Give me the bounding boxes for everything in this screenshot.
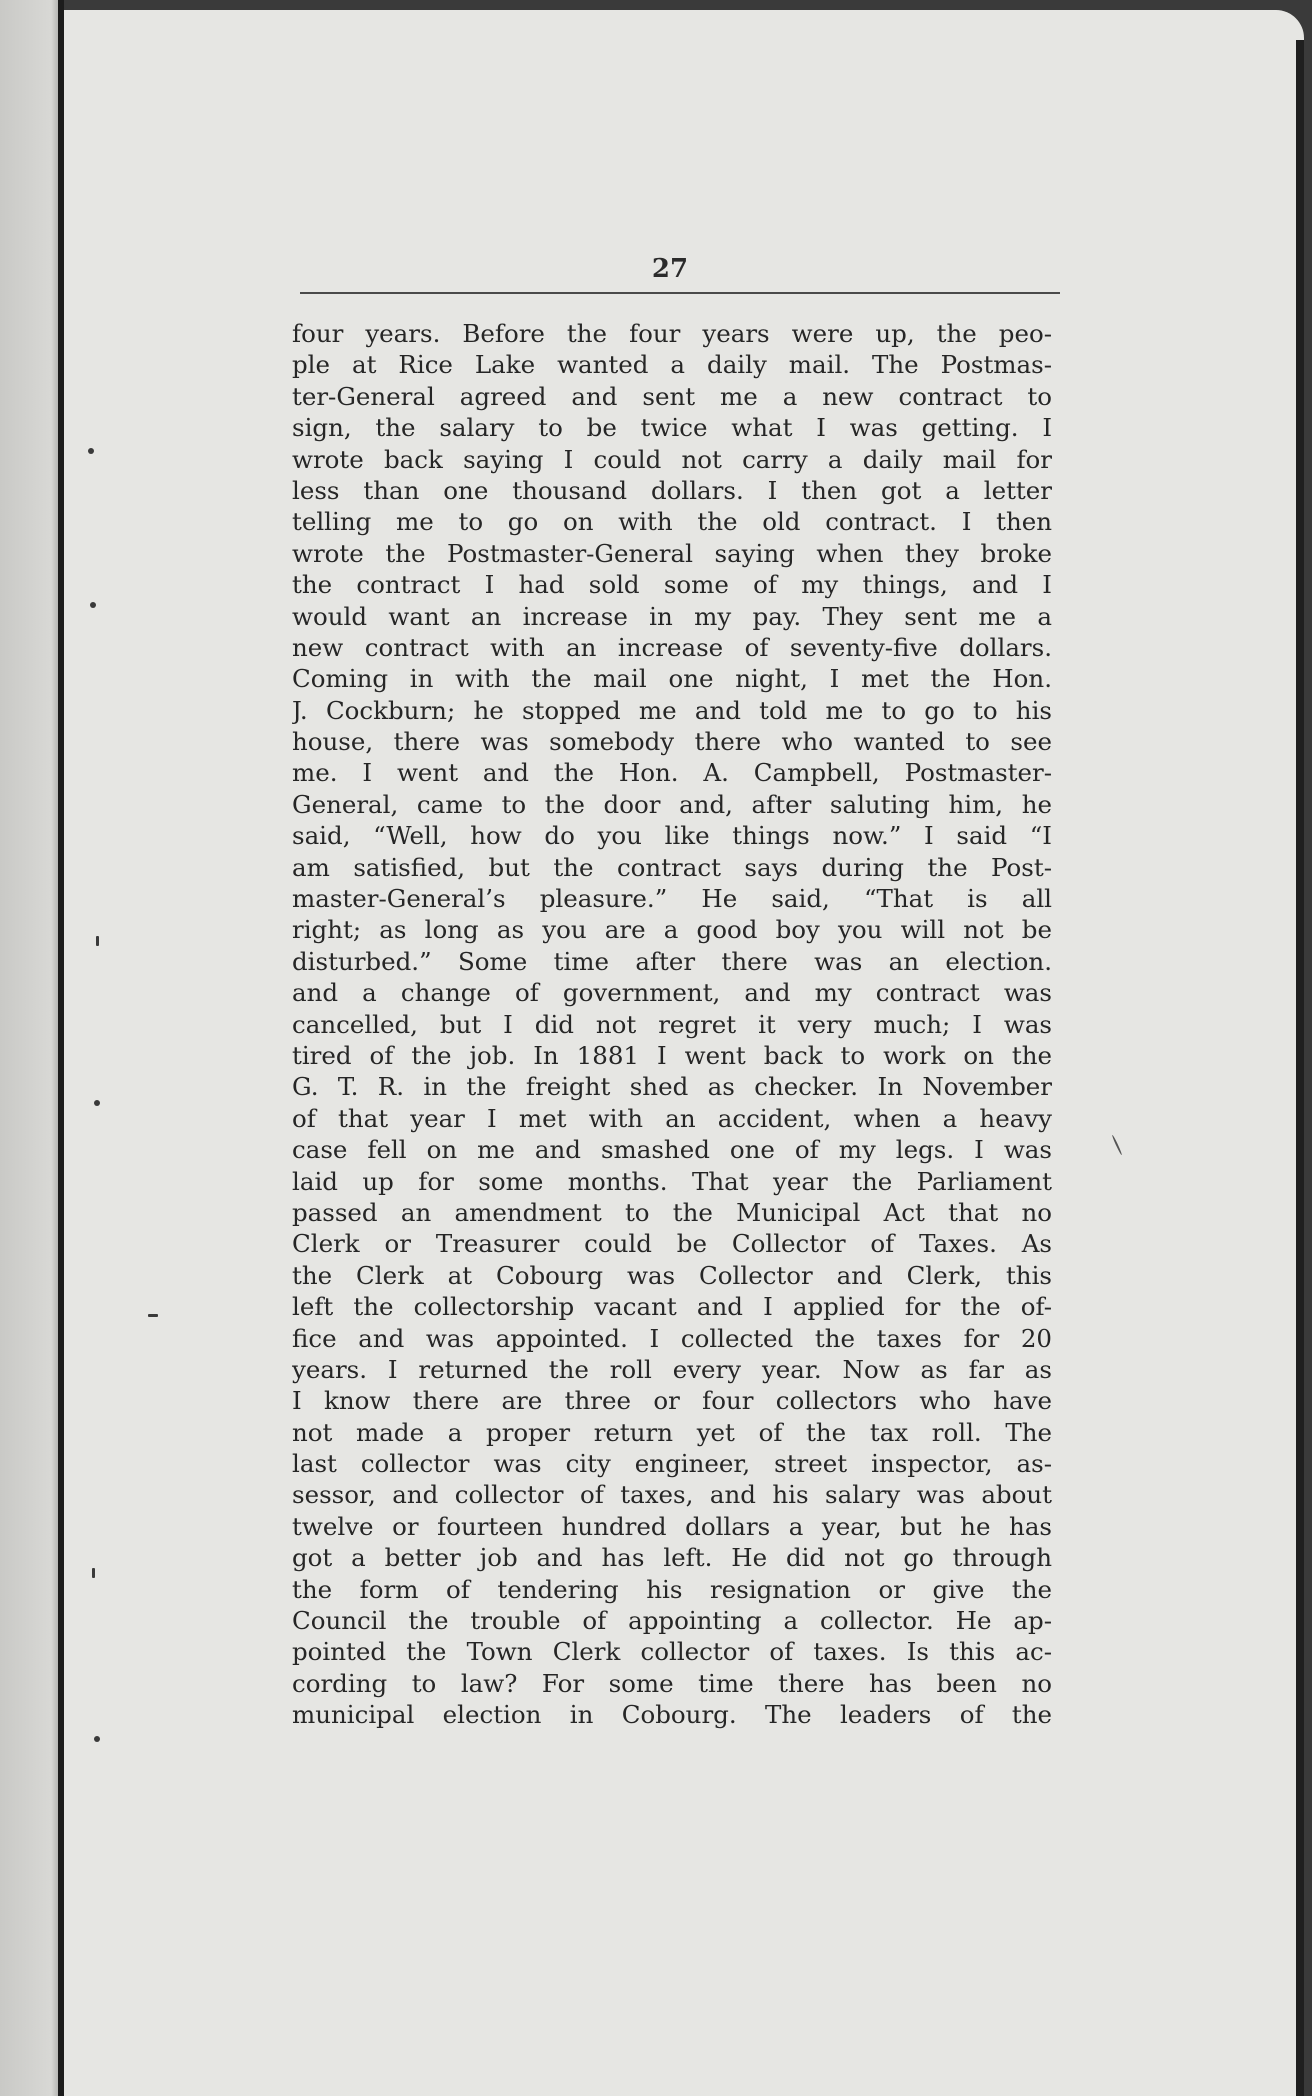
text-line: telling me to go on with the old contract. I then xyxy=(292,507,1052,537)
margin-speck xyxy=(94,1736,100,1742)
margin-speck xyxy=(90,602,96,608)
text-line: sessor, and collector of taxes, and his salary was about xyxy=(292,1480,1052,1510)
text-line: Coming in with the mail one night, I met the Hon. xyxy=(292,664,1052,694)
text-line: wrote the Postmaster-General saying when they broke xyxy=(292,538,1052,568)
text-line: twelve or fourteen hundred dollars a year, but he has xyxy=(292,1511,1052,1541)
text-line: years. I returned the roll every year. Now as far as xyxy=(292,1354,1052,1384)
text-line: got a better job and has left. He did not go through xyxy=(292,1543,1052,1573)
text-line: four years. Before the four years were up, the peo- xyxy=(292,319,1052,348)
text-line: Clerk or Treasurer could be Collector of Taxes. As xyxy=(292,1229,1052,1259)
text-line: master-General’s pleasure.” He said, “That is all xyxy=(292,884,1052,914)
text-line: J. Cockburn; he stopped me and told me to go to his xyxy=(292,695,1052,725)
text-line: sign, the salary to be twice what I was getting. I xyxy=(292,413,1052,443)
text-line: laid up for some months. That year the Parliament xyxy=(292,1166,1052,1196)
text-line: not made a proper return yet of the tax roll. The xyxy=(292,1417,1052,1447)
text-line: new contract with an increase of seventy-five dollars. xyxy=(292,632,1052,662)
book-spine xyxy=(0,0,64,2096)
margin-speck xyxy=(88,448,94,454)
text-line: and a change of government, and my contract was xyxy=(292,978,1052,1008)
text-line: would want an increase in my pay. They sent me a xyxy=(292,601,1052,631)
page-right-edge xyxy=(1296,40,1304,2096)
text-line: left the collectorship vacant and I applied for the of- xyxy=(292,1292,1052,1322)
text-line: disturbed.” Some time after there was an election. xyxy=(292,946,1052,976)
margin-speck xyxy=(96,936,99,946)
text-line: house, there was somebody there who wanted to see xyxy=(292,727,1052,757)
text-line: the Clerk at Cobourg was Collector and Clerk, this xyxy=(292,1260,1052,1290)
header-rule xyxy=(300,292,1060,294)
text-line: said, “Well, how do you like things now.” I said “I xyxy=(292,821,1052,851)
text-line: cancelled, but I did not regret it very much; I was xyxy=(292,1009,1052,1039)
body-text xyxy=(292,318,1052,1731)
text-line: G. T. R. in the freight shed as checker. In November xyxy=(292,1072,1052,1102)
text-line: I know there are three or four collectors who have xyxy=(292,1386,1052,1416)
text-line: ter-General agreed and sent me a new contract to xyxy=(292,381,1052,411)
text-line: ple at Rice Lake wanted a daily mail. The Postmas- xyxy=(292,350,1052,380)
text-line: municipal election in Cobourg. The leaders of the xyxy=(292,1700,1052,1730)
text-line: fice and was appointed. I collected the taxes for 20 xyxy=(292,1323,1052,1353)
margin-speck xyxy=(148,1314,158,1317)
text-line: Council the trouble of appointing a collector. He ap- xyxy=(292,1606,1052,1636)
page-number: 27 xyxy=(651,254,689,284)
text-line: am satisfied, but the contract says during the Post- xyxy=(292,852,1052,882)
text-line: General, came to the door and, after saluting him, he xyxy=(292,789,1052,819)
text-line: cording to law? For some time there has been no xyxy=(292,1668,1052,1698)
text-line: the form of tendering his resignation or give the xyxy=(292,1574,1052,1604)
text-line: case fell on me and smashed one of my legs. I was xyxy=(292,1135,1052,1165)
text-line: wrote back saying I could not carry a daily mail for xyxy=(292,444,1052,474)
text-line: me. I went and the Hon. A. Campbell, Postmaster- xyxy=(292,758,1052,788)
text-line: right; as long as you are a good boy you will not be xyxy=(292,915,1052,945)
margin-speck xyxy=(92,1568,95,1578)
text-line: tired of the job. In 1881 I went back to work on the xyxy=(292,1040,1052,1070)
text-line: of that year I met with an accident, when a heavy xyxy=(292,1103,1052,1133)
text-line: less than one thousand dollars. I then got a letter xyxy=(292,475,1052,505)
text-line: the contract I had sold some of my things, and I xyxy=(292,570,1052,600)
margin-speck xyxy=(94,1100,100,1106)
text-line: pointed the Town Clerk collector of taxes. Is this ac- xyxy=(292,1637,1052,1667)
text-line: last collector was city engineer, street inspector, as- xyxy=(292,1449,1052,1479)
text-line: passed an amendment to the Municipal Act that no xyxy=(292,1197,1052,1227)
